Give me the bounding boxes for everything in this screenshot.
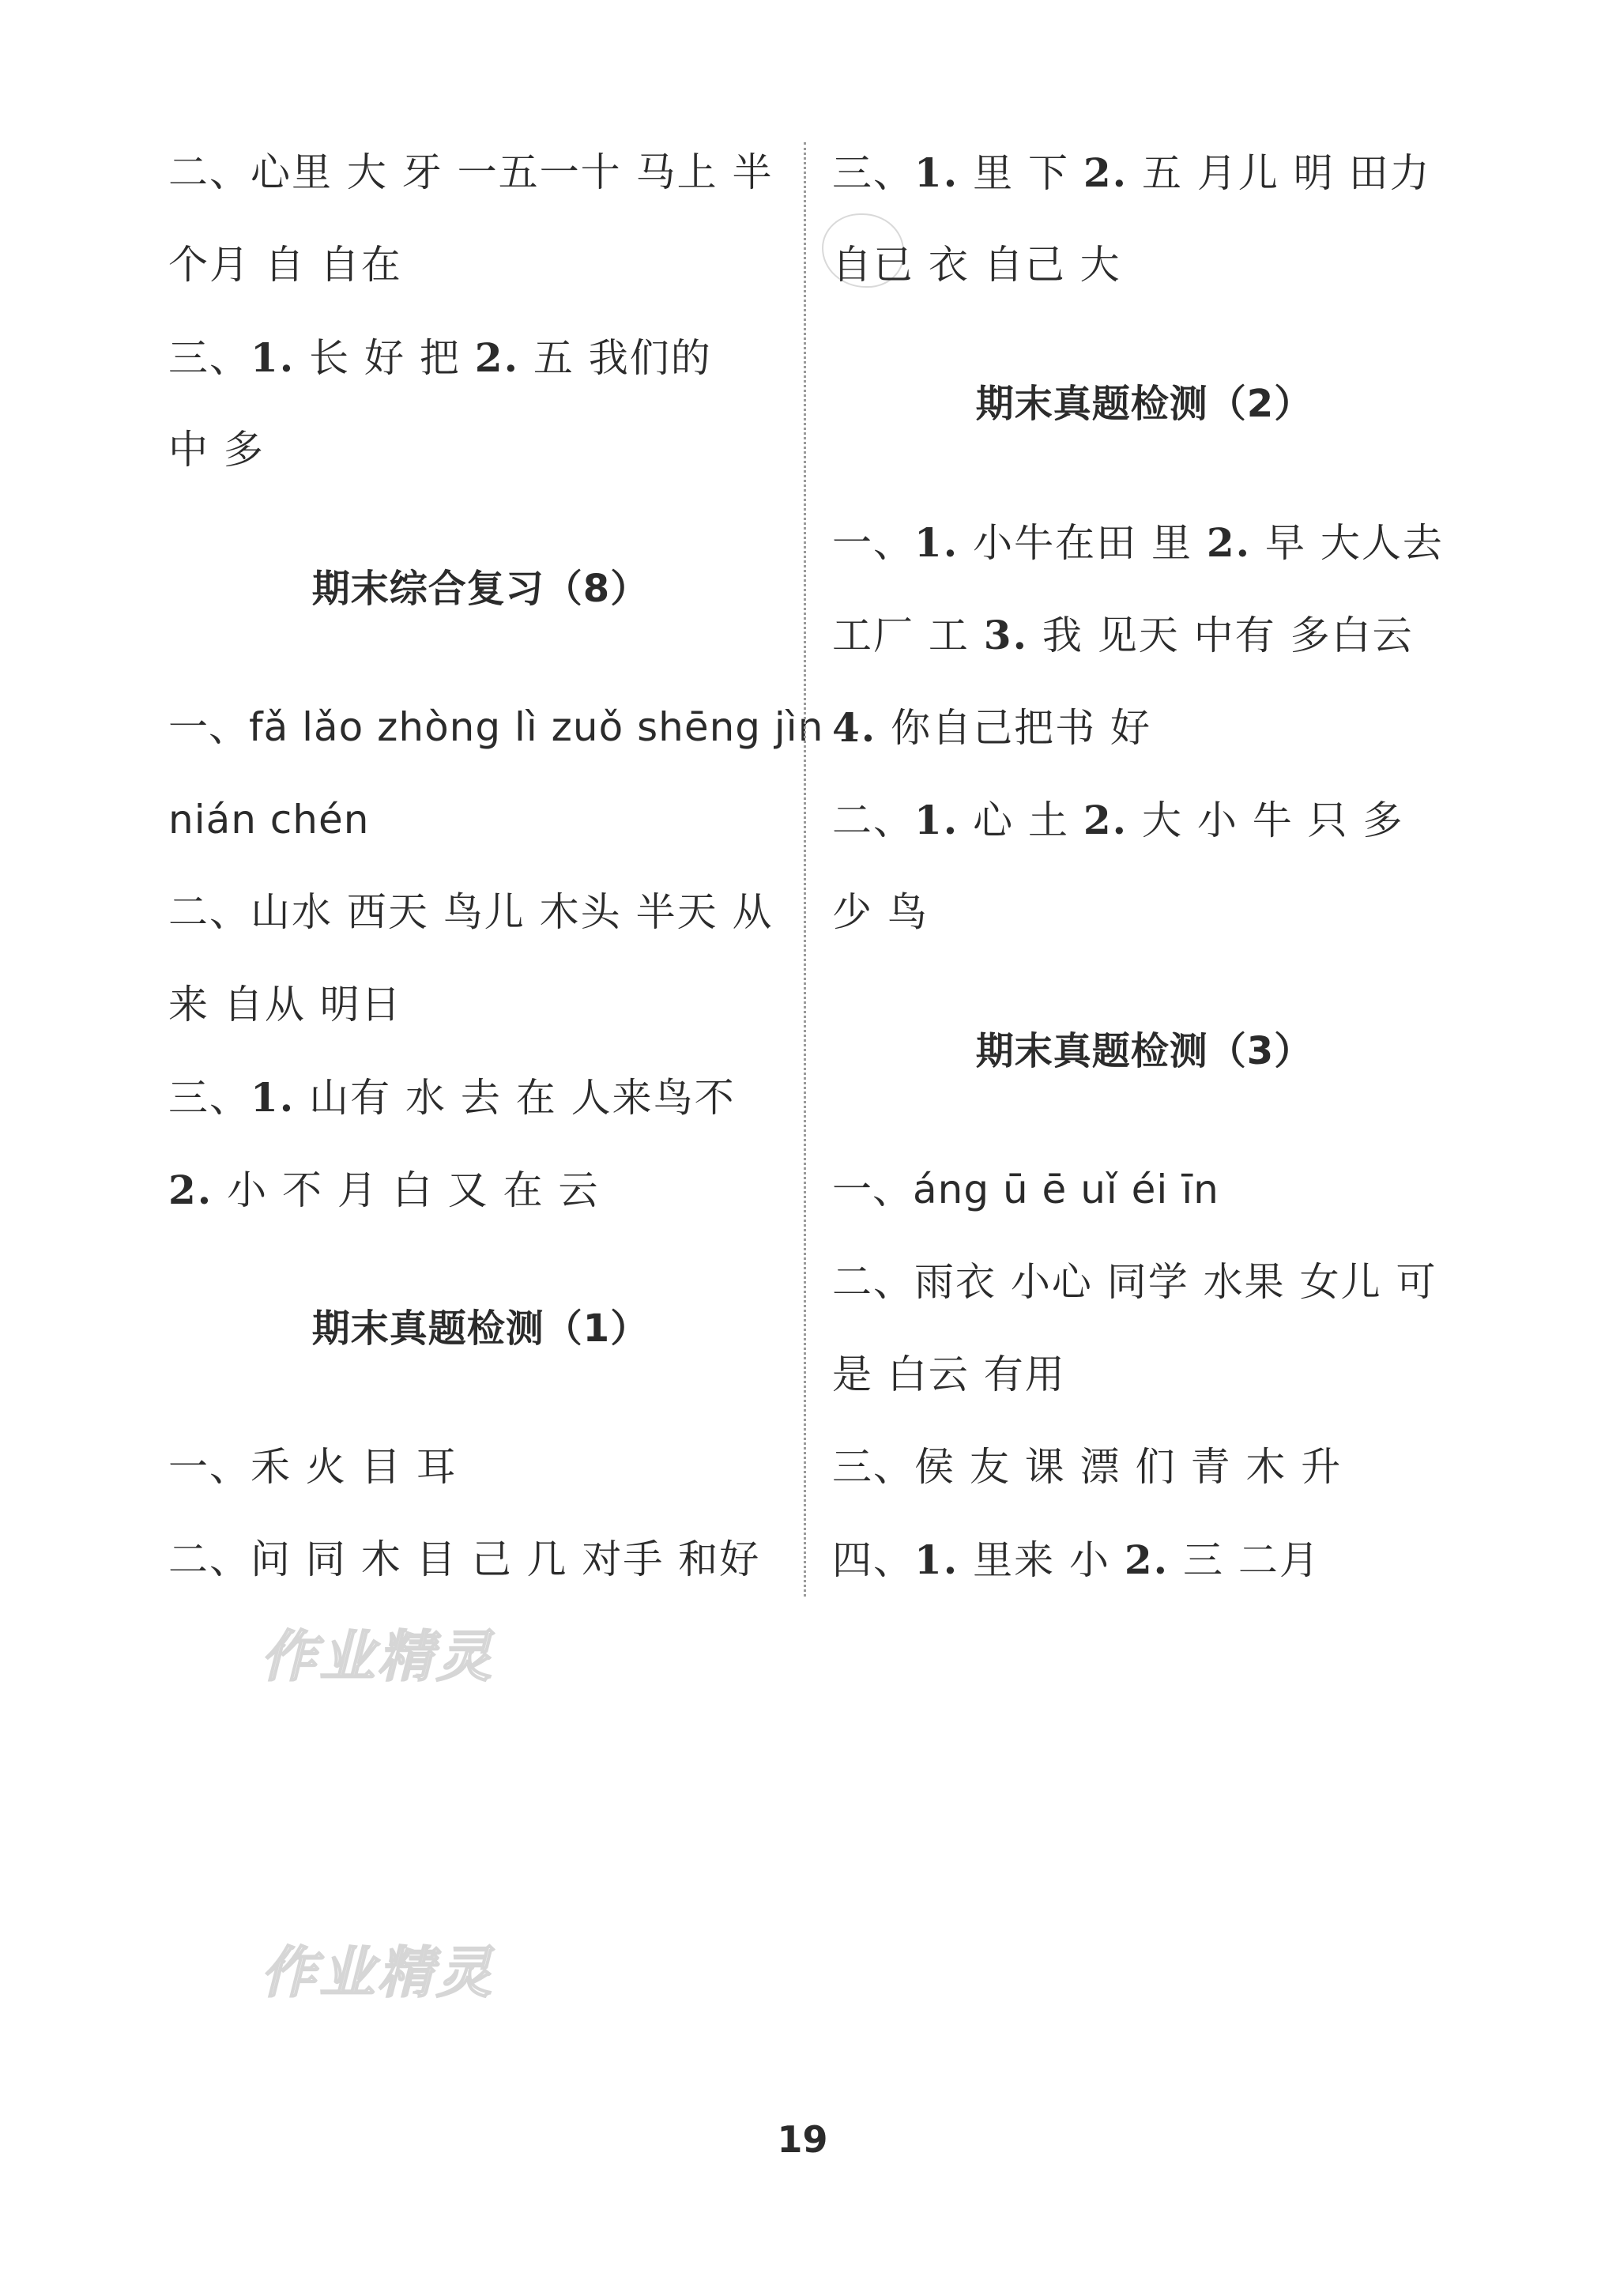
watermark: 作业精灵	[261, 1940, 495, 2005]
section-heading: 期末真题检测（2）	[975, 382, 1313, 426]
answer-line: 二、心里 大 牙 一五一十 马上 半	[168, 149, 774, 195]
answer-line: 自已 衣 自己 大	[832, 242, 1121, 288]
answer-line: 是 白云 有用	[832, 1352, 1066, 1397]
answer-line: 二、问 同 木 目 己 几 对手 和好	[168, 1536, 761, 1582]
section-heading: 期末综合复习（8）	[311, 567, 650, 611]
answer-line: 工厂 工 3. 我 见天 中有 多白云	[832, 612, 1414, 658]
answer-line: 二、雨衣 小心 同学 水果 女儿 可	[832, 1259, 1437, 1305]
answer-line: 一、1. 小牛在田 里 2. 早 大人去	[832, 519, 1444, 566]
section-heading: 期末真题检测（3）	[975, 1029, 1313, 1073]
page-number: 19	[777, 2118, 828, 2161]
answer-line: 一、禾 火 目 耳	[168, 1444, 458, 1490]
answer-line: 三、1. 里 下 2. 五 月儿 明 田力	[832, 149, 1431, 196]
answer-line: 三、侯 友 课 漂 们 青 木 升	[832, 1444, 1343, 1490]
answer-line: 少 鸟	[832, 889, 929, 935]
answer-line: 4. 你自己把书 好	[832, 704, 1151, 751]
left-column	[168, 126, 824, 1606]
answer-line: 2. 小 不 月 白 又 在 云	[168, 1167, 600, 1213]
answer-line: 个月 自 自在	[168, 242, 402, 288]
answer-line: 二、1. 心 土 2. 大 小 牛 只 多	[832, 797, 1404, 843]
answer-line: 一、áng ū ē uǐ éi īn	[832, 1167, 1219, 1212]
watermark: 作业精灵	[261, 1624, 495, 1689]
section-heading: 期末真题检测（1）	[311, 1306, 650, 1351]
right-column	[832, 126, 1456, 1606]
answer-line: 来 自从 明日	[168, 982, 402, 1027]
answer-line: 一、fǎ lǎo zhòng lì zuǒ shēng jìn	[168, 704, 824, 750]
answer-line: 四、1. 里来 小 2. 三 二月	[832, 1536, 1321, 1583]
answer-line: 二、山水 西天 鸟儿 木头 半天 从	[168, 889, 774, 935]
answer-line: 三、1. 山有 水 去 在 人来鸟不	[168, 1074, 736, 1121]
column-divider	[804, 142, 806, 1597]
answer-line: 三、1. 长 好 把 2. 五 我们的	[168, 334, 712, 381]
answer-line: nián chén	[168, 797, 370, 843]
answer-line: 中 多	[168, 427, 265, 473]
